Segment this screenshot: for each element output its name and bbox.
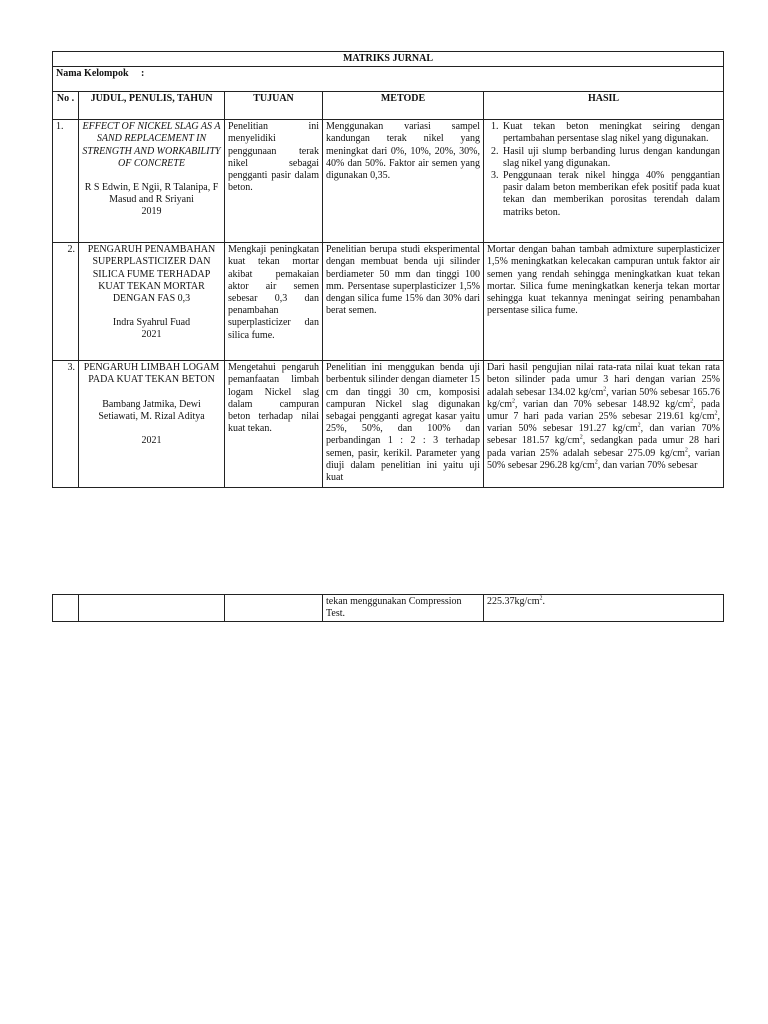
superscript: 2 [512, 398, 515, 405]
superscript: 2 [714, 410, 718, 417]
hasil-text-part: , dan varian 70% sebesar [597, 459, 698, 471]
header-judul: JUDUL, PENULIS, TAHUN [79, 92, 225, 120]
empty-cell [79, 595, 225, 622]
superscript: 2 [637, 422, 641, 429]
tujuan-cell: Mengkaji peningkatan kuat tekan mortar akibat pemakaian aktor air semen sebesar 0,3 dan penambahan superplasticizer dan silica fume. [225, 243, 323, 361]
empty-cell [53, 595, 79, 622]
hasil-text-part: Dari hasil pengujian nilai rata-rata nilai kuat tekan rata beton silinder pada umur 3 hari dengan varian 25% adalah sebesar 134.02 kg/cm [487, 362, 720, 398]
list-item: 3. Penggunaan terak nikel hingga 40% penggantian pasir dalam beton memberikan efek positif pada kuat tekan dan memberikan porositas terendah dalam matriks beton. [501, 170, 720, 219]
empty-cell [225, 595, 323, 622]
hasil-cell [484, 120, 724, 243]
hasil-cell [484, 361, 724, 488]
group-separator: : [141, 68, 145, 80]
hasil-text-part: , varian 50% sebesar 296.28 kg/cm [487, 447, 720, 471]
header-row [53, 92, 724, 120]
row-number: 3. [53, 361, 79, 488]
paper-title: PENGARUH LIMBAH LOGAM PADA KUAT TEKAN BETON [83, 362, 220, 386]
superscript: 2 [539, 595, 543, 602]
header-tujuan: TUJUAN [225, 92, 323, 120]
table-row [53, 595, 724, 622]
list-item: 1. Kuat tekan beton meningkat seiring dengan pertambahan persentase slag nikel yang digunakan. [501, 121, 720, 145]
paper-authors: Bambang Jatmika, Dewi Setiawati, M. Rizal Aditya [98, 398, 205, 422]
paper-title: PENGARUH PENAMBAHAN SUPERPLASTICIZER DAN SILICA FUME TERHADAP KUAT TEKAN MORTAR DENGAN FAS 0,3 [87, 244, 216, 305]
header-hasil: HASIL [484, 92, 724, 120]
judul-cell [79, 243, 225, 361]
continuation-table [52, 594, 724, 622]
paper-title: EFFECT OF NICKEL SLAG AS A SAND REPLACEMENT IN STRENGTH AND WORKABILITY OF CONCRETE [82, 121, 221, 169]
hasil-text-part: , varian 50% sebesar 165.76 kg/cm [487, 386, 720, 410]
hasil-cell: Mortar dengan bahan tambah admixture superplasticizer 1,5% meningkatkan kelecakan campuran untuk faktor air semen yang rendah sehingga meningkatkan kuat tekan mortar. Silica fume meningkatkan kenerja tekan mortar sehingga kuat tekannya meningat seiring penambahan persentase silica fume. [484, 243, 724, 361]
metode-cell: tekan menggunakan Compression Test. [323, 595, 484, 622]
group-label: Nama Kelompok [56, 68, 129, 80]
paper-authors: R S Edwin, E Ngii, R Talanipa, F Masud and R Sriyani [84, 182, 219, 206]
document-title: MATRIKS JURNAL [53, 52, 724, 67]
judul-cell [79, 361, 225, 488]
table-row [53, 120, 724, 243]
hasil-text-part: 225.37kg/cm [487, 596, 540, 607]
metode-cell: Penelitian ini menggukan benda uji berbentuk silinder dengan diameter 15 cm dan tinggi 30 cm, komposisi campuran Nickel slag digunakan sebagai pengganti agregat kasar yaitu 25%, 50%, dan 100% dan perbandingan 1 : 2 : 3 terhadap semen, pasir, kerikil. Parameter yang diuji dalam penelitian ini yaitu uji kuat [323, 361, 484, 488]
paper-year: 2021 [141, 435, 162, 447]
judul-cell [79, 120, 225, 243]
table-row [53, 243, 724, 361]
hasil-text-part: , dan varian 70% sebesar 181.57 kg/cm [487, 423, 720, 447]
hasil-text-part: . [542, 596, 545, 607]
hasil-list [487, 121, 720, 219]
superscript: 2 [690, 398, 694, 405]
metode-cell: Menggunakan variasi sampel kandungan terak nikel yang meningkat dari 0%, 10%, 20%, 30%, 40% dan 50%. Faktor air semen yang digunakan 0,35. [323, 120, 484, 243]
row-number: 2. [53, 243, 79, 361]
metode-cell: Penelitian berupa studi eksperimental dengan membuat benda uji silinder berdiameter 50 mm dan tinggi 100 mm. Persentase superplasticizer 1,5% dengan silica fume 15% dan 30% dari berat semen. [323, 243, 484, 361]
hasil-text-part: , varian dan 70% sebesar 148.92 kg/cm [515, 398, 691, 410]
row-number: 1. [53, 120, 79, 243]
header-no: No . [53, 92, 79, 120]
superscript: 2 [684, 447, 688, 454]
hasil-text-part: , varian 50% sebesar 191.27 kg/cm [487, 411, 720, 435]
superscript: 2 [603, 386, 607, 393]
matrix-table [52, 51, 724, 488]
tujuan-cell: Penelitian ini menyelidiki penggunaan terak nikel sebagai pengganti pasir dalam beton. [225, 120, 323, 243]
list-item: 2. Hasil uji slump berbanding lurus dengan kandungan slag nikel yang digunakan. [501, 146, 720, 170]
hasil-text-part: , pada umur 7 hari pada varian 25% sebesar 219.61 kg/cm [487, 398, 720, 423]
tujuan-cell: Mengetahui pengaruh pemanfaatan limbah logam Nickel slag dalam campuran beton terhadap nilai kuat tekan. [225, 361, 323, 488]
group-name-row [53, 67, 724, 92]
paper-year: 2019 [141, 206, 162, 218]
paper-year: 2021 [141, 329, 162, 341]
paper-authors: Indra Syahrul Fuad [112, 317, 191, 329]
hasil-cell [484, 595, 724, 622]
table-row [53, 361, 724, 488]
superscript: 2 [594, 459, 598, 466]
hasil-text-part: , sedangkan pada umur 28 hari pada varian 25% adalah sebesar 275.09 kg/cm [487, 435, 720, 459]
superscript: 2 [579, 435, 583, 442]
header-metode: METODE [323, 92, 484, 120]
